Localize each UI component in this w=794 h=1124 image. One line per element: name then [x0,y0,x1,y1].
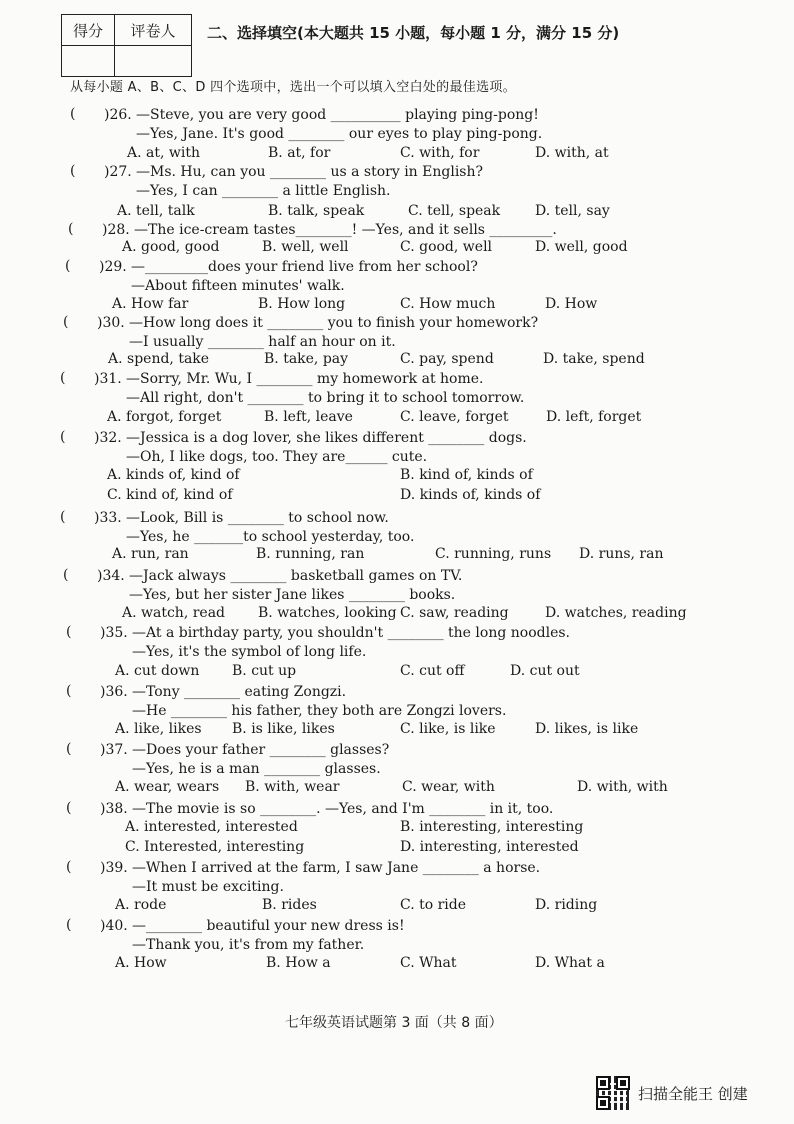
answer-option: A. run, ran [112,546,189,562]
answer-option: A. cut down [115,663,200,679]
question-line: —Ms. Hu, can you ________ us a story in English? [136,164,483,180]
answer-option: A. interested, interested [125,819,298,835]
answer-bracket: ( [68,221,74,237]
answer-option: B. is like, likes [232,721,335,737]
answer-option: D. riding [535,897,598,913]
answer-bracket: ( [66,683,72,699]
answer-option: B. with, wear [245,779,340,795]
answer-option: C. leave, forget [400,409,509,425]
answer-option: A. spend, take [108,351,210,367]
question-number: )29. [99,259,127,275]
answer-option: C. cut off [400,663,465,679]
answer-option: A. good, good [122,239,220,255]
question-number: )27. [104,164,132,180]
answer-option: A. forgot, forget [107,409,222,425]
answer-option: C. with, for [400,145,480,161]
answer-option: C. kind of, kind of [107,487,233,503]
answer-option: B. well, well [262,239,349,255]
question-number: )40. [100,918,128,934]
question-line: —Yes, he is a man ________ glasses. [132,761,381,777]
answer-bracket: ( [65,258,71,274]
question-line: —Yes, but her sister Jane likes ________ books. [129,587,456,603]
question-line: —The ice-cream tastes________! —Yes, and it sells _________. [134,222,557,238]
answer-option: A. rode [115,897,167,913]
question-line: —Oh, I like dogs, too. They are______ cute. [126,449,428,465]
score-label: 得分 [62,15,115,46]
question-number: )35. [100,625,128,641]
answer-option: B. watches, looking [258,605,397,621]
answer-option: D. with, at [535,145,609,161]
answer-bracket: ( [66,859,72,875]
question-line: —All right, don't ________ to bring it to school tomorrow. [126,390,525,406]
qr-code-icon [596,1076,630,1110]
answer-option: C. How much [400,296,496,312]
question-line: —Look, Bill is ________ to school now. [126,510,389,526]
answer-option: C. tell, speak [408,203,501,219]
section-title: 二、选择填空(本大题共 15 小题，每小题 1 分，满分 15 分) [207,24,620,42]
question-line: —Yes, he _______to school yesterday, too. [126,529,415,545]
answer-option: B. kind of, kinds of [400,467,533,483]
question-line: —When I arrived at the farm, I saw Jane ________ a horse. [132,860,541,876]
answer-bracket: ( [70,163,76,179]
answer-bracket: ( [66,741,72,757]
answer-option: B. cut up [232,663,297,679]
page-footer: 七年级英语试题第 3 面（共 8 面） [285,1015,503,1031]
question-line: —It must be exciting. [132,879,284,895]
answer-option: A. at, with [127,145,200,161]
answer-bracket: ( [70,106,76,122]
answer-option: C. to ride [400,897,467,913]
question-line: —Steve, you are very good __________ playing ping-pong! [136,107,539,123]
answer-option: B. talk, speak [268,203,365,219]
question-line: —About fifteen minutes' walk. [131,278,345,294]
answer-option: D. take, spend [543,351,645,367]
question-number: )37. [100,742,128,758]
answer-option: A. How far [112,296,189,312]
answer-option: D. interesting, interested [400,839,579,855]
answer-option: A. How [115,955,167,971]
answer-bracket: ( [60,370,66,386]
answer-option: C. pay, spend [400,351,494,367]
answer-option: D. likes, is like [535,721,639,737]
question-line: —How long does it ________ you to finish your homework? [129,315,539,331]
question-number: )38. [100,801,128,817]
question-number: )26. [104,107,132,123]
answer-option: B. running, ran [256,546,365,562]
question-line: —Thank you, it's from my father. [132,937,365,953]
question-line: —Yes, I can ________ a little English. [136,183,391,199]
answer-option: A. like, likes [115,721,202,737]
question-line: —________ beautiful your new dress is! [132,918,405,934]
score-table [61,14,192,77]
question-line: —_________does your friend live from her school? [131,259,478,275]
answer-option: A. wear, wears [115,779,220,795]
question-number: )36. [100,684,128,700]
question-line: —Sorry, Mr. Wu, I ________ my homework at home. [126,371,484,387]
instruction: 从每小题 A、B、C、D 四个选项中，选出一个可以填入空白处的最佳选项。 [70,80,516,95]
answer-option: C. wear, with [402,779,495,795]
answer-option: C. saw, reading [400,605,509,621]
answer-option: D. tell, say [535,203,610,219]
question-line: —Yes, it's the symbol of long life. [132,644,367,660]
answer-option: B. at, for [268,145,331,161]
answer-bracket: ( [60,429,66,445]
answer-bracket: ( [66,917,72,933]
answer-option: D. What a [535,955,605,971]
question-number: )31. [94,371,122,387]
answer-option: D. left, forget [546,409,642,425]
answer-bracket: ( [66,624,72,640]
question-line: —Jessica is a dog lover, she likes different ________ dogs. [126,430,527,446]
answer-option: A. kinds of, kind of [107,467,240,483]
question-number: )30. [97,315,125,331]
question-number: )39. [100,860,128,876]
question-number: )34. [97,568,125,584]
scanner-label: 扫描全能王 创建 [638,1084,748,1103]
scanner-watermark [596,1076,748,1110]
answer-bracket: ( [63,567,69,583]
answer-option: B. How long [258,296,346,312]
answer-option: C. Interested, interesting [125,839,305,855]
question-line: —Jack always ________ basketball games on TV. [129,568,463,584]
answer-option: C. running, runs [435,546,552,562]
answer-option: C. like, is like [400,721,496,737]
answer-option: D. watches, reading [545,605,687,621]
answer-option: B. How a [266,955,331,971]
question-line: —At a birthday party, you shouldn't ________ the long noodles. [132,625,570,641]
question-number: )28. [102,222,130,238]
answer-option: D. kinds of, kinds of [400,487,541,503]
answer-option: D. cut out [510,663,580,679]
question-line: —The movie is so ________. —Yes, and I'm ________ in it, too. [132,801,554,817]
question-line: —Yes, Jane. It's good ________ our eyes to play ping-pong. [136,126,543,142]
answer-option: B. take, pay [264,351,349,367]
answer-option: B. rides [262,897,317,913]
answer-option: D. runs, ran [579,546,664,562]
question-line: —I usually ________ half an hour on it. [129,334,396,350]
score-cell [62,46,115,77]
answer-option: C. good, well [400,239,493,255]
answer-option: B. left, leave [264,409,353,425]
answer-bracket: ( [66,800,72,816]
question-line: —He ________ his father, they both are Zongzi lovers. [132,703,507,719]
answer-option: C. What [400,955,457,971]
question-line: —Does your father ________ glasses? [132,742,390,758]
grader-cell [115,46,192,77]
grader-label: 评卷人 [115,15,192,46]
question-number: )32. [94,430,122,446]
answer-option: A. tell, talk [117,203,195,219]
answer-bracket: ( [63,314,69,330]
answer-option: A. watch, read [122,605,226,621]
answer-option: B. interesting, interesting [400,819,584,835]
answer-option: D. How [545,296,598,312]
question-number: )33. [94,510,122,526]
answer-option: D. with, with [577,779,668,795]
answer-option: D. well, good [535,239,628,255]
question-line: —Tony ________ eating Zongzi. [132,684,347,700]
answer-bracket: ( [60,509,66,525]
